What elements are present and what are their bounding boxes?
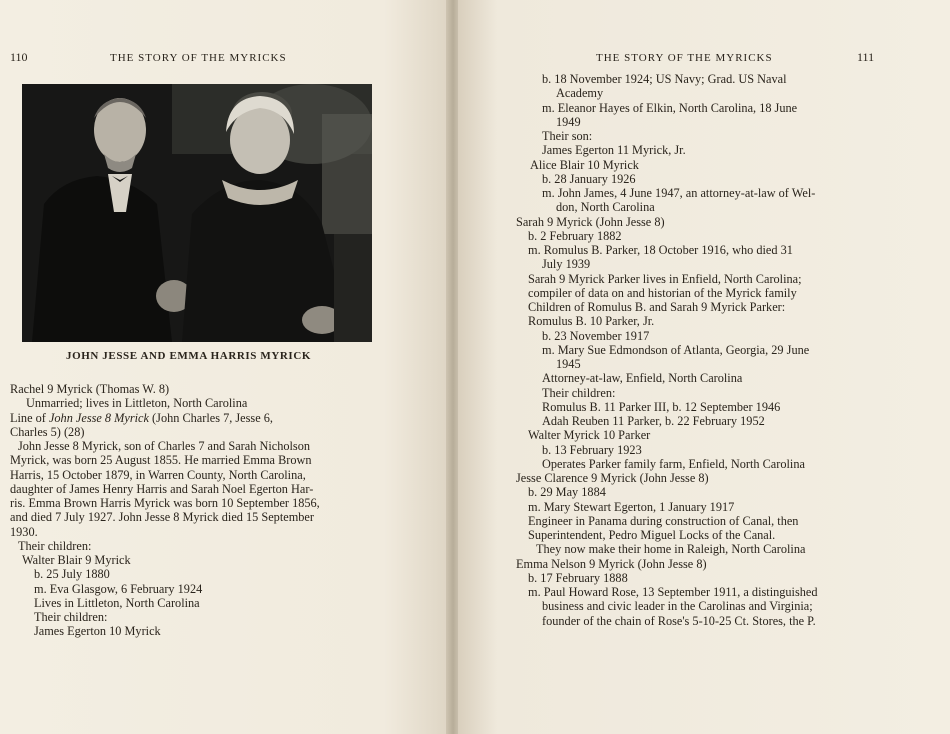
text-line <box>516 115 818 129</box>
text-line-content: Superintendent, Pedro Miguel Locks of the Canal. <box>528 528 776 542</box>
text-line <box>516 86 818 100</box>
text-line-content: b. 18 November 1924; US Navy; Grad. US Naval <box>542 72 787 86</box>
text-line-content: Charles 5) (28) <box>10 424 85 439</box>
text-line <box>10 539 320 553</box>
text-line-content: James Egerton 10 Myrick <box>34 624 161 639</box>
text-line-content: Sarah 9 Myrick Parker lives in Enfield, North Carolina; <box>528 271 802 286</box>
text-line-content: 1945 <box>556 357 581 371</box>
text-line-content: Romulus B. 10 Parker, Jr. <box>528 314 655 329</box>
text-line-content: Their children: <box>18 538 92 553</box>
text-line-content: b. 28 January 1926 <box>542 171 636 186</box>
text-line-content: founder of the chain of Rose's 5-10-25 Ct. Stores, the P. <box>542 613 816 628</box>
text-line <box>516 72 818 86</box>
text-line <box>516 457 818 471</box>
text-line-content: Engineer in Panama during construction of Canal, then <box>528 513 799 528</box>
text-line-content: Sarah 9 Myrick (John Jesse 8) <box>516 214 665 229</box>
left-page <box>0 0 452 734</box>
text-line-content: m. Mary Sue Edmondson of Atlanta, Georgia, 29 June <box>542 342 810 357</box>
text-line-content: Alice Blair 10 Myrick <box>530 157 639 172</box>
text-line-content: John Jesse 8 Myrick, son of Charles 7 and Sarah Nicholson <box>18 439 311 453</box>
photo-caption: JOHN JESSE AND EMMA HARRIS MYRICK <box>66 350 312 362</box>
text-line-content: July 1939 <box>542 257 591 272</box>
text-line <box>516 443 818 457</box>
text-line-content: ris. Emma Brown Harris Myrick was born 10 September 1856, <box>10 496 320 510</box>
text-line-content: m. Eva Glasgow, 6 February 1924 <box>34 581 203 596</box>
text-line <box>516 400 818 414</box>
text-line <box>10 624 320 638</box>
text-line <box>10 510 320 524</box>
text-line-content: Walter Myrick 10 Parker <box>528 428 651 443</box>
text-line-content: Romulus B. 11 Parker III, b. 12 September 1946 <box>542 399 781 414</box>
text-line-content: business and civic leader in the Carolinas and Virginia; <box>542 599 813 614</box>
text-line-content: m. John James, 4 June 1947, an attorney-at-law of Wel- <box>542 186 816 200</box>
text-line <box>516 229 818 243</box>
text-line <box>516 500 818 514</box>
text-line-content: Rachel 9 Myrick (Thomas W. 8) <box>10 382 170 396</box>
text-line <box>10 525 320 539</box>
text-line-content: daughter of James Henry Harris and Sarah Noel Egerton Har- <box>10 481 314 496</box>
text-line <box>516 386 818 400</box>
text-line <box>516 428 818 442</box>
text-line <box>516 571 818 585</box>
text-line-content: don, North Carolina <box>556 200 655 215</box>
text-line <box>516 371 818 385</box>
text-line-content: m. Romulus B. Parker, 18 October 1916, who died 31 <box>528 243 793 257</box>
portrait-photo-graphic <box>22 84 372 342</box>
right-page-number: 111 <box>857 50 875 64</box>
text-line <box>516 414 818 428</box>
text-line <box>516 514 818 528</box>
text-line <box>10 482 320 496</box>
text-line-content: m. Paul Howard Rose, 13 September 1911, a distinguished <box>528 585 818 599</box>
text-line-content: m. Mary Stewart Egerton, 1 January 1917 <box>528 499 735 514</box>
text-line <box>516 143 818 157</box>
right-page <box>458 0 950 734</box>
text-line <box>516 343 818 357</box>
text-line-content: b. 17 February 1888 <box>528 570 628 585</box>
text-line <box>10 610 320 624</box>
text-line <box>516 542 818 556</box>
text-line <box>516 200 818 214</box>
text-line <box>10 496 320 510</box>
text-line-content: Myrick, was born 25 August 1855. He married Emma Brown <box>10 453 312 468</box>
text-line-content: Lives in Littleton, North Carolina <box>34 595 200 610</box>
text-line-content: Jesse Clarence 9 Myrick (John Jesse 8) <box>516 471 709 485</box>
text-line <box>516 329 818 343</box>
text-line <box>10 553 320 567</box>
left-page-body <box>10 382 320 639</box>
text-line-content: Their children: <box>542 385 616 400</box>
text-line <box>516 585 818 599</box>
text-line-content: Their son: <box>542 129 593 143</box>
text-line <box>10 567 320 581</box>
text-line-content: b. 29 May 1884 <box>528 485 606 500</box>
text-line-content: compiler of data on and historian of the Myrick family <box>528 285 797 300</box>
text-line <box>516 528 818 542</box>
text-line <box>10 382 320 396</box>
text-line <box>516 485 818 499</box>
text-line-content: b. 13 February 1923 <box>542 442 642 457</box>
text-line <box>10 425 320 439</box>
left-running-head: THE STORY OF THE MYRICKS <box>110 52 287 64</box>
text-line-content: James Egerton 11 Myrick, Jr. <box>542 143 686 158</box>
text-line <box>516 158 818 172</box>
text-line-content: Academy <box>556 86 604 101</box>
text-line <box>10 411 320 425</box>
text-line <box>516 257 818 271</box>
right-running-head: THE STORY OF THE MYRICKS <box>596 52 773 64</box>
text-line <box>10 582 320 596</box>
text-line <box>516 215 818 229</box>
text-line-content: Line of <box>10 410 49 425</box>
text-line-content: Emma Nelson 9 Myrick (John Jesse 8) <box>516 556 707 571</box>
text-line <box>516 599 818 613</box>
text-line-content: Operates Parker family farm, Enfield, North Carolina <box>542 456 805 471</box>
text-line <box>516 243 818 257</box>
text-line-content: Adah Reuben 11 Parker, b. 22 February 1952 <box>542 414 765 428</box>
text-line <box>10 453 320 467</box>
text-line <box>516 300 818 314</box>
text-line-content: Walter Blair 9 Myrick <box>22 553 131 567</box>
text-line-content: b. 2 February 1882 <box>528 228 622 243</box>
text-line-content: and died 7 July 1927. John Jesse 8 Myrick died 15 September <box>10 510 314 525</box>
text-line <box>516 101 818 115</box>
text-line-content: They now make their home in Raleigh, North Carolina <box>536 542 806 557</box>
text-line <box>516 614 818 628</box>
right-page-body <box>516 72 818 628</box>
text-line <box>10 468 320 482</box>
text-line-content: 1949 <box>556 114 581 129</box>
text-line <box>516 471 818 485</box>
text-line-content: Their children: <box>34 610 108 624</box>
text-line-content: b. 23 November 1917 <box>542 328 650 343</box>
text-line <box>10 396 320 410</box>
text-line <box>10 439 320 453</box>
portrait-photo <box>22 84 372 342</box>
text-line-content: Harris, 15 October 1879, in Warren County, North Carolina, <box>10 467 306 482</box>
text-line-content: Unmarried; lives in Littleton, North Carolina <box>26 396 248 411</box>
text-line <box>516 172 818 186</box>
text-line <box>516 314 818 328</box>
text-line <box>516 272 818 286</box>
italic-name: John Jesse 8 Myrick <box>48 410 149 425</box>
text-line <box>516 286 818 300</box>
text-line <box>516 186 818 200</box>
text-line-content: 1930. <box>10 524 38 539</box>
text-line-content: b. 25 July 1880 <box>34 567 110 582</box>
left-page-number: 110 <box>10 50 28 64</box>
text-line-continuation: (John Charles 7, Jesse 6, <box>148 410 273 425</box>
text-line <box>516 129 818 143</box>
text-line <box>516 357 818 371</box>
text-line-content: Children of Romulus B. and Sarah 9 Myrick Parker: <box>528 300 786 314</box>
text-line-content: m. Eleanor Hayes of Elkin, North Carolina, 18 June <box>542 100 798 115</box>
text-line <box>516 557 818 571</box>
text-line <box>10 596 320 610</box>
text-line-content: Attorney-at-law, Enfield, North Carolina <box>542 371 743 386</box>
